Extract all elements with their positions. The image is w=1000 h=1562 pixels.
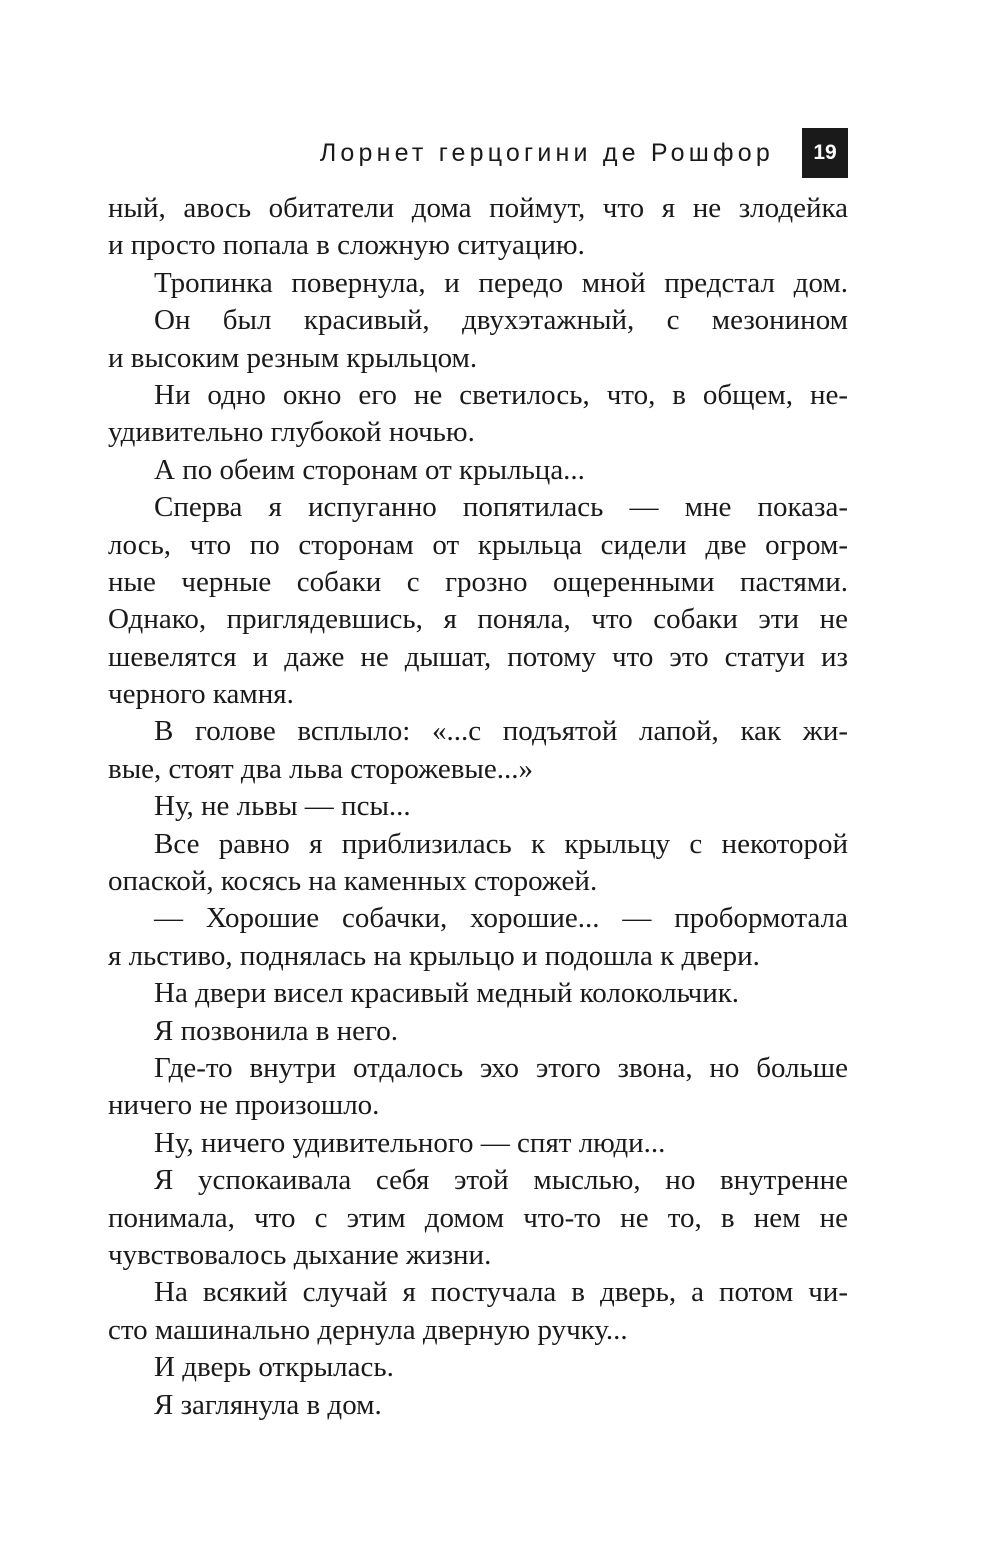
text-line: Сперва я испуганно попятилась — мне показа- — [154, 491, 848, 524]
text-line: Он был красивый, двухэтажный, с мезонином — [154, 304, 848, 337]
text-line: Тропинка повернула, и передо мной предстал дом. — [154, 266, 848, 299]
text-line: На двери висел красивый медный колокольчик. — [154, 977, 740, 1010]
text-line: ные черные собаки с грозно ощеренными пастями. — [108, 565, 848, 598]
text-line: В голове всплыло: «...с подъятой лапой, как жи- — [154, 715, 848, 748]
page-number: 19 — [802, 128, 848, 178]
text-line: Ну, не львы — псы... — [154, 790, 411, 823]
text-line: понимала, что с этим домом что-то не то, в нем не — [108, 1201, 848, 1234]
text-line: шевелятся и даже не дышат, потому что это статуи из — [108, 640, 848, 673]
text-line: Однако, приглядевшись, я поняла, что собаки эти не — [108, 603, 848, 636]
text-line: — Хорошие собачки, хорошие... — пробормотала — [154, 902, 848, 935]
text-line: сто машинально дернула дверную ручку... — [108, 1313, 628, 1346]
text-line: и просто попала в сложную ситуацию. — [108, 229, 585, 262]
text-line: удивительно глубокой ночью. — [108, 416, 475, 449]
text-line: ный, авось обитатели дома поймут, что я не злодейка — [108, 192, 848, 224]
text-line: чувствовалось дыхание жизни. — [108, 1238, 492, 1271]
text-line: я льстиво, поднялась на крыльцо и подошла к двери. — [108, 939, 760, 972]
text-line: И дверь открылась. — [154, 1351, 394, 1384]
body-text — [108, 190, 848, 1424]
text-line: А по обеим сторонам от крыльца... — [154, 453, 585, 486]
text-line: Где-то внутри отдалось эхо этого звона, но больше — [154, 1051, 848, 1084]
text-line: Я позвонила в него. — [154, 1014, 398, 1047]
text-line: Ни одно окно его не светилось, что, в общем, не- — [154, 378, 848, 411]
text-line: опаской, косясь на каменных сторожей. — [108, 865, 598, 898]
text-line: На всякий случай я постучала в дверь, а потом чи- — [154, 1276, 848, 1309]
text-line: черного камня. — [108, 678, 294, 711]
running-title: Лорнет герцогини де Рошфор — [319, 138, 774, 167]
text-line: Я успокаивала себя этой мыслью, но внутренне — [154, 1164, 848, 1197]
text-line: Ну, ничего удивительного — спят люди... — [154, 1126, 666, 1159]
text-line: и высоким резным крыльцом. — [108, 341, 478, 374]
text-line: вые, стоят два льва сторожевые...» — [108, 752, 534, 785]
text-line: Все равно я приблизилась к крыльцу с некоторой — [154, 827, 848, 860]
running-header — [108, 128, 848, 178]
text-line: ничего не произошло. — [108, 1089, 380, 1122]
text-line: лось, что по сторонам от крыльца сидели две огром- — [108, 528, 848, 561]
text-line: Я заглянула в дом. — [154, 1388, 382, 1421]
